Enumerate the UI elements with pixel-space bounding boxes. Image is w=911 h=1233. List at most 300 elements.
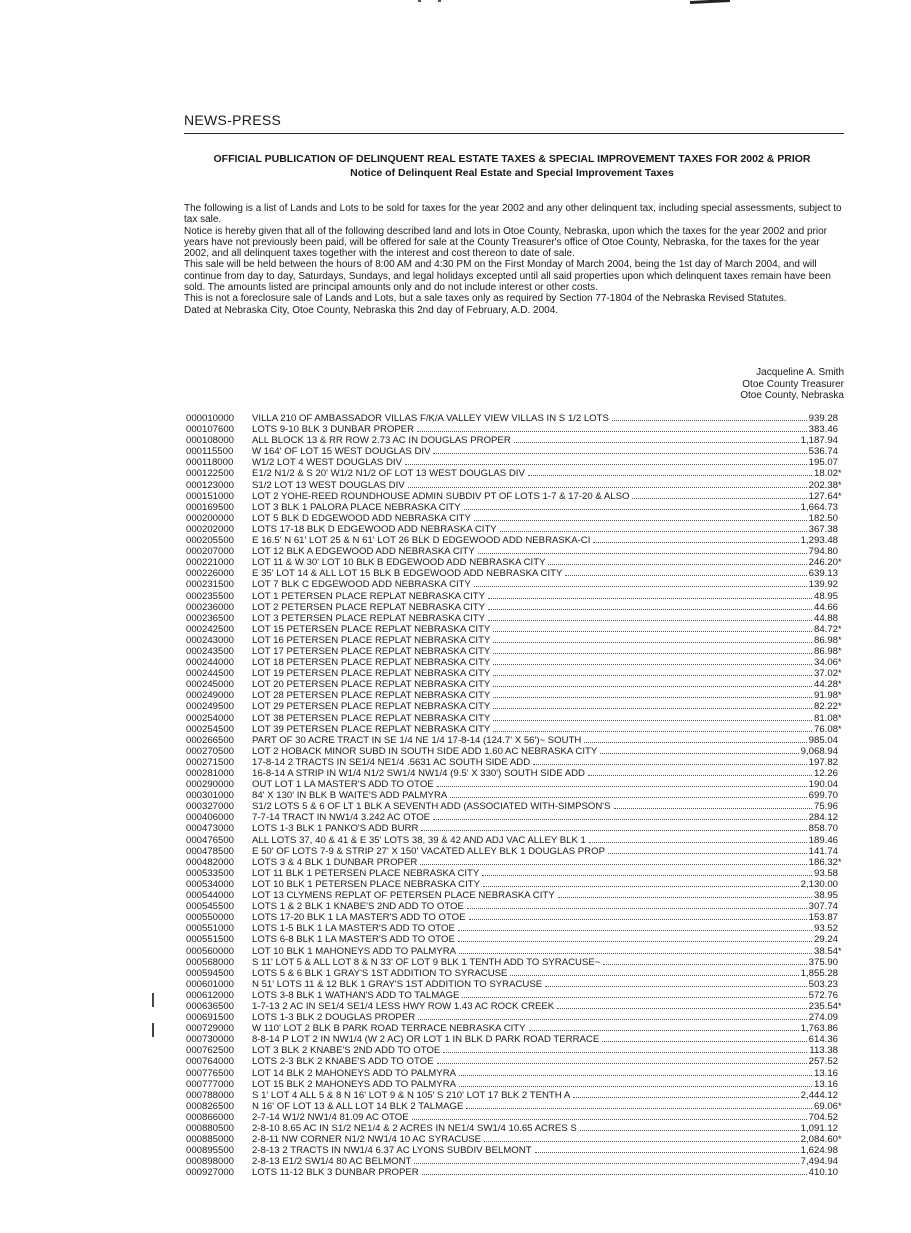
tax-amount: 113.38 xyxy=(809,1045,838,1057)
parcel-number: 000895500 xyxy=(186,1145,235,1157)
dot-leader xyxy=(558,897,812,898)
parcel-description: 84' X 130' IN BLK B WAITE'S ADD PALMYRA xyxy=(252,790,448,802)
signature-county: Otoe County, Nebraska xyxy=(740,390,844,401)
dot-leader xyxy=(459,1086,812,1087)
amount-flag: * xyxy=(838,645,842,656)
list-item xyxy=(186,835,846,846)
amount-flag: * xyxy=(838,701,842,712)
scan-artifact-dot xyxy=(418,0,421,2)
notice-body xyxy=(184,203,844,316)
list-item xyxy=(186,735,846,746)
tax-amount: 1,187.94 xyxy=(800,435,838,447)
dot-leader xyxy=(603,964,806,965)
amount-flag: * xyxy=(838,712,842,723)
amount-flag: * xyxy=(838,1100,842,1111)
parcel-description: LOTS 11-12 BLK 3 DUNBAR PROPER xyxy=(252,1167,419,1179)
parcel-number: 000612000 xyxy=(186,989,235,1001)
notice-paragraph: This sale will be held between the hours of 8:00 AM and 4:30 PM on the First Monday of March 2004, being the 1st day of March 2004, and will continue from day to day, Saturdays, Sundays, and legal holidays excepted until all said properties upon which delinquent taxes remain have been sold. The amounts listed are principal amounts only and do not include interest or other costs. xyxy=(184,259,831,294)
list-item xyxy=(186,757,846,768)
parcel-number: 000788000 xyxy=(186,1089,235,1101)
parcel-description: S 11' LOT 5 & ALL LOT 8 & N 33' OF LOT 9 BLK 1 TENTH ADD TO SYRACUSE~ xyxy=(252,956,601,968)
dot-leader xyxy=(584,742,806,743)
amount-flag: * xyxy=(838,668,842,679)
dot-leader xyxy=(474,586,807,587)
tax-amount: 1,664.73 xyxy=(800,501,838,513)
tax-amount: 246.20 xyxy=(808,557,838,569)
parcel-number: 000115500 xyxy=(186,446,234,458)
tax-amount: 153.87 xyxy=(808,912,838,924)
parcel-description: LOT 1 PETERSEN PLACE REPLAT NEBRASKA CITY xyxy=(252,590,485,602)
parcel-number: 000107600 xyxy=(186,424,235,436)
parcel-description: LOTS 1-3 BLK 2 DOUGLAS PROPER xyxy=(252,1012,416,1024)
tax-amount: 794.80 xyxy=(808,546,838,558)
parcel-description: LOTS 3 & 4 BLK 1 DUNBAR PROPER xyxy=(252,856,418,868)
parcel-number: 000290000 xyxy=(186,779,235,791)
dot-leader xyxy=(565,575,806,576)
parcel-description: E 35' LOT 14 & ALL LOT 15 BLK B EDGEWOOD ADD NEBRASKA CITY xyxy=(252,568,563,580)
parcel-number: 000406000 xyxy=(186,812,235,824)
dot-leader xyxy=(488,609,812,610)
tax-amount: 141.74 xyxy=(808,845,838,857)
dot-leader xyxy=(405,464,807,465)
parcel-number: 000123000 xyxy=(186,479,235,491)
parcel-number: 000550000 xyxy=(186,912,235,924)
tax-amount: 139.92 xyxy=(808,579,838,591)
tax-amount: 38.95 xyxy=(813,890,838,902)
list-item xyxy=(186,912,846,923)
parcel-description: LOTS 9-10 BLK 3 DUNBAR PROPER xyxy=(252,424,415,436)
dot-leader xyxy=(421,830,806,831)
list-item xyxy=(186,568,846,579)
tax-amount: 91.98 xyxy=(813,690,838,702)
dot-leader xyxy=(500,531,807,532)
tax-amount: 307.74 xyxy=(808,901,838,913)
parcel-list xyxy=(186,413,846,1178)
tax-amount: 195.07 xyxy=(808,457,838,469)
tax-amount: 699.70 xyxy=(808,790,838,802)
tax-amount: 2,444.12 xyxy=(800,1089,838,1101)
list-item xyxy=(186,1045,846,1056)
list-item xyxy=(186,1145,846,1156)
list-item xyxy=(186,846,846,857)
parcel-number: 000762500 xyxy=(186,1045,235,1057)
dot-leader xyxy=(600,753,798,754)
tax-amount: 572.76 xyxy=(808,989,838,1001)
list-item xyxy=(186,524,846,535)
amount-flag: * xyxy=(838,657,842,668)
parcel-description: 2-8-11 NW CORNER N1/2 NW1/4 10 AC SYRACUSE xyxy=(252,1134,482,1146)
tax-amount: 274.09 xyxy=(808,1012,838,1024)
parcel-number: 000205500 xyxy=(186,535,235,547)
parcel-number: 000476500 xyxy=(186,834,235,846)
dot-leader xyxy=(474,520,807,521)
parcel-description: LOT 38 PETERSEN PLACE REPLAT NEBRASKA CITY xyxy=(252,712,491,724)
tax-amount: 2,130.00 xyxy=(800,878,838,890)
parcel-description: OUT LOT 1 LA MASTER'S ADD TO OTOE xyxy=(252,779,434,791)
list-item xyxy=(186,946,846,957)
parcel-number: 000826500 xyxy=(186,1100,235,1112)
dot-leader xyxy=(458,941,812,942)
dot-leader xyxy=(412,1119,807,1120)
parcel-number: 000594500 xyxy=(186,967,235,979)
parcel-number: 000242500 xyxy=(186,623,235,635)
dot-leader xyxy=(433,819,807,820)
list-item xyxy=(186,746,846,757)
tax-amount: 81.08 xyxy=(813,712,838,724)
list-item xyxy=(186,579,846,590)
parcel-description: LOT 3 BLK 1 PALORA PLACE NEBRASKA CITY xyxy=(252,501,461,513)
amount-flag: * xyxy=(838,679,842,690)
list-item xyxy=(186,768,846,779)
parcel-number: 000221000 xyxy=(186,557,235,569)
parcel-number: 000236500 xyxy=(186,612,235,624)
tax-amount: 410.10 xyxy=(808,1167,838,1179)
list-item xyxy=(186,857,846,868)
parcel-description: LOT 18 PETERSEN PLACE REPLAT NEBRASKA CITY xyxy=(252,657,491,669)
list-item xyxy=(186,446,846,457)
list-item xyxy=(186,823,846,834)
parcel-description: ALL BLOCK 13 & RR ROW 2.73 AC IN DOUGLAS PROPER xyxy=(252,435,511,447)
list-item xyxy=(186,668,846,679)
parcel-description: LOTS 1-5 BLK 1 LA MASTER'S ADD TO OTOE xyxy=(252,923,455,935)
list-item xyxy=(186,690,846,701)
tax-amount: 202.38 xyxy=(808,479,838,491)
tax-amount: 2,084.60 xyxy=(800,1134,838,1146)
parcel-description: E 50' OF LOTS 7-9 & STRIP 27' X 150' VACATED ALLEY BLK 1 DOUGLAS PROP xyxy=(252,845,605,857)
dot-leader xyxy=(545,986,806,987)
dot-leader xyxy=(493,697,812,698)
dot-leader xyxy=(464,509,799,510)
tax-amount: 13.16 xyxy=(813,1078,838,1090)
tax-amount: 44.66 xyxy=(813,601,838,613)
parcel-description: LOTS 2-3 BLK 2 KNABE'S ADD TO OTOE xyxy=(252,1056,434,1068)
treasurer-signature xyxy=(600,367,844,402)
parcel-number: 000473000 xyxy=(186,823,235,835)
dot-leader xyxy=(514,442,799,443)
dot-leader xyxy=(467,908,807,909)
tax-amount: 536.74 xyxy=(808,446,838,458)
parcel-description: W1/2 LOT 4 WEST DOUGLAS DIV xyxy=(252,457,402,469)
tax-amount: 13.16 xyxy=(813,1067,838,1079)
tax-amount: 9,068.94 xyxy=(800,745,838,757)
list-item xyxy=(186,1079,846,1090)
tax-amount: 383.46 xyxy=(808,424,838,436)
dot-leader xyxy=(588,775,812,776)
amount-flag: * xyxy=(838,690,842,701)
list-item xyxy=(186,779,846,790)
list-item xyxy=(186,713,846,724)
list-item xyxy=(186,968,846,979)
parcel-description: LOT 14 BLK 2 MAHONEYS ADD TO PALMYRA xyxy=(252,1067,457,1079)
parcel-description: LOT 17 PETERSEN PLACE REPLAT NEBRASKA CITY xyxy=(252,645,491,657)
list-item xyxy=(186,602,846,613)
dot-leader xyxy=(493,720,812,721)
parcel-number: 000482000 xyxy=(186,856,235,868)
margin-mark xyxy=(152,1023,154,1037)
parcel-description: 2-8-13 2 TRACTS IN NW1/4 6.37 AC LYONS SUBDIV BELMONT xyxy=(252,1145,532,1157)
parcel-number: 000729000 xyxy=(186,1023,235,1035)
parcel-number: 000691500 xyxy=(186,1012,235,1024)
parcel-description: LOTS 17-20 BLK 1 LA MASTER'S ADD TO OTOE xyxy=(252,912,466,924)
parcel-number: 000169500 xyxy=(186,501,235,513)
list-item xyxy=(186,502,846,513)
parcel-description: E1/2 N1/2 & S 20' W1/2 N1/2 OF LOT 13 WEST DOUGLAS DIV xyxy=(252,468,525,480)
parcel-description: W 110' LOT 2 BLK B PARK ROAD TERRACE NEBRASKA CITY xyxy=(252,1023,526,1035)
list-item xyxy=(186,934,846,945)
parcel-number: 000245000 xyxy=(186,679,235,691)
list-item xyxy=(186,1001,846,1012)
list-item xyxy=(186,679,846,690)
list-item xyxy=(186,1156,846,1167)
list-item xyxy=(186,990,846,1001)
list-item xyxy=(186,468,846,479)
list-item xyxy=(186,901,846,912)
parcel-description: PART OF 30 ACRE TRACT IN SE 1/4 NE 1/4 17-8-14 (124.7' X 56')~ SOUTH xyxy=(252,734,582,746)
list-item xyxy=(186,624,846,635)
newspaper-name: NEWS-PRESS xyxy=(184,112,282,128)
parcel-number: 000118000 xyxy=(186,457,234,469)
parcel-number: 000010000 xyxy=(186,413,235,424)
parcel-description: LOT 11 BLK 1 PETERSEN PLACE NEBRASKA CITY xyxy=(252,867,480,879)
parcel-description: 16-8-14 A STRIP IN W1/4 N1/2 SW1/4 NW1/4 (9.5' X 330') SOUTH SIDE ADD xyxy=(252,768,585,779)
list-item xyxy=(186,1167,846,1178)
tax-amount: 614.36 xyxy=(808,1034,838,1046)
dot-leader xyxy=(459,1075,812,1076)
tax-amount: 704.52 xyxy=(808,1111,838,1123)
notice-paragraph: Dated at Nebraska City, Otoe County, Nebraska this 2nd day of February, A.D. 2004. xyxy=(184,304,559,316)
tax-amount: 858.70 xyxy=(808,823,838,835)
tax-amount: 1,763.86 xyxy=(800,1023,838,1035)
parcel-description: LOT 16 PETERSEN PLACE REPLAT NEBRASKA CITY xyxy=(252,634,491,646)
parcel-number: 000866000 xyxy=(186,1111,235,1123)
signature-name: Jacqueline A. Smith xyxy=(756,367,844,378)
dot-leader xyxy=(488,620,812,621)
parcel-number: 000568000 xyxy=(186,956,235,968)
parcel-number: 000560000 xyxy=(186,945,235,957)
dot-leader xyxy=(417,431,807,432)
dot-leader xyxy=(437,786,807,787)
tax-amount: 82.22 xyxy=(813,701,838,713)
dot-leader xyxy=(533,764,807,765)
tax-amount: 503.23 xyxy=(808,978,838,990)
parcel-number: 000271500 xyxy=(186,756,235,768)
parcel-description: LOT 15 PETERSEN PLACE REPLAT NEBRASKA CITY xyxy=(252,623,491,635)
tax-amount: 1,624.98 xyxy=(800,1145,838,1157)
parcel-number: 000236000 xyxy=(186,601,235,613)
dot-leader xyxy=(469,919,807,920)
dot-leader xyxy=(466,1108,812,1109)
parcel-number: 000270500 xyxy=(186,745,235,757)
amount-flag: * xyxy=(838,856,842,867)
dot-leader xyxy=(493,653,812,654)
parcel-number: 000533500 xyxy=(186,867,235,879)
amount-flag: * xyxy=(838,623,842,634)
tax-amount: 257.52 xyxy=(808,1056,838,1068)
list-item xyxy=(186,879,846,890)
amount-flag: * xyxy=(838,945,842,956)
dot-leader xyxy=(510,975,798,976)
tax-amount: 86.98 xyxy=(813,645,838,657)
parcel-description: 7-7-14 TRACT IN NW1/4 3.242 AC OTOE xyxy=(252,812,431,824)
list-item xyxy=(186,957,846,968)
tax-amount: 284.12 xyxy=(808,812,838,824)
parcel-description: 2-7-14 W1/2 NW1/4 81.09 AC OTOE xyxy=(252,1111,409,1123)
masthead-rule xyxy=(184,133,844,134)
dot-leader xyxy=(422,1174,807,1175)
parcel-description: LOT 15 BLK 2 MAHONEYS ADD TO PALMYRA xyxy=(252,1078,457,1090)
amount-flag: * xyxy=(838,1000,842,1011)
tax-amount: 985.04 xyxy=(808,734,838,746)
list-item xyxy=(186,1112,846,1123)
list-item xyxy=(186,923,846,934)
list-item xyxy=(186,424,846,435)
parcel-description: LOT 12 BLK A EDGEWOOD ADD NEBRASKA CITY xyxy=(252,546,475,558)
parcel-description: LOT 10 BLK 1 PETERSEN PLACE NEBRASKA CITY xyxy=(252,878,481,890)
tax-amount: 7,494.94 xyxy=(800,1156,838,1168)
parcel-description: 1-7-13 2 AC IN SE1/4 SE1/4 LESS HWY ROW 1.43 AC ROCK CREEK xyxy=(252,1000,555,1012)
tax-amount: 44.88 xyxy=(813,612,838,624)
list-item xyxy=(186,457,846,468)
list-item xyxy=(186,979,846,990)
tax-amount: 93.58 xyxy=(813,867,838,879)
parcel-number: 000281000 xyxy=(186,768,235,779)
parcel-number: 000478500 xyxy=(186,845,235,857)
parcel-description: LOT 5 BLK D EDGEWOOD ADD NEBRASKA CITY xyxy=(252,512,471,524)
list-item xyxy=(186,546,846,557)
parcel-number: 000544000 xyxy=(186,890,235,902)
parcel-description: LOT 20 PETERSEN PLACE REPLAT NEBRASKA CITY xyxy=(252,679,491,691)
parcel-number: 000200000 xyxy=(186,512,235,524)
tax-amount: 197.82 xyxy=(808,756,838,768)
parcel-number: 000243000 xyxy=(186,634,235,646)
parcel-description: LOT 2 HOBACK MINOR SUBD IN SOUTH SIDE ADD 1.60 AC NEBRASKA CITY xyxy=(252,745,598,757)
parcel-number: 000243500 xyxy=(186,645,235,657)
parcel-description: 17-8-14 2 TRACTS IN SE1/4 NE1/4 .5631 AC SOUTH SIDE ADD xyxy=(252,756,531,768)
tax-amount: 1,855.28 xyxy=(800,967,838,979)
tax-amount: 48.95 xyxy=(813,590,838,602)
list-item xyxy=(186,591,846,602)
dot-leader xyxy=(593,542,798,543)
parcel-description: W 164' OF LOT 15 WEST DOUGLAS DIV xyxy=(252,446,431,458)
list-item xyxy=(186,557,846,568)
list-item xyxy=(186,801,846,812)
dot-leader xyxy=(462,997,806,998)
dot-leader xyxy=(420,864,806,865)
dot-leader xyxy=(483,886,799,887)
parcel-number: 000777000 xyxy=(186,1078,235,1090)
list-item xyxy=(186,435,846,446)
parcel-number: 000898000 xyxy=(186,1156,235,1168)
parcel-description: LOT 19 PETERSEN PLACE REPLAT NEBRASKA CITY xyxy=(252,668,491,680)
parcel-number: 000235500 xyxy=(186,590,235,602)
parcel-number: 000776500 xyxy=(186,1067,235,1079)
parcel-description: E 16.5' N 61' LOT 25 & N 61' LOT 26 BLK D EDGEWOOD ADD NEBRASKA-CI xyxy=(252,535,591,547)
parcel-description: S1/2 LOT 13 WEST DOUGLAS DIV xyxy=(252,479,405,491)
tax-amount: 12.26 xyxy=(813,768,838,779)
masthead-block xyxy=(184,112,844,134)
parcel-number: 000551000 xyxy=(186,923,235,935)
notice-paragraph: Notice is hereby given that all of the following described land and lots in Otoe County, Nebraska, upon which the taxes for the year 2002 and prior years have not previously been paid, will be offered for sale at the County Treasurer's office of Otoe County, Nebraska, for the taxes for the year 2002, and all delinquent taxes together with the interest and cost thereon to date of sale. xyxy=(184,225,827,260)
list-item xyxy=(186,1123,846,1134)
scan-artifact-mark xyxy=(690,0,730,4)
dot-leader xyxy=(528,475,812,476)
parcel-description: VILLA 210 OF AMBASSADOR VILLAS F/K/A VALLEY VIEW VILLAS IN S 1/2 LOTS xyxy=(252,413,609,424)
dot-leader xyxy=(493,708,812,709)
dot-leader xyxy=(614,808,812,809)
list-item xyxy=(186,1068,846,1079)
parcel-number: 000551500 xyxy=(186,934,235,946)
parcel-description: LOT 2 YOHE-REED ROUNDHOUSE ADMIN SUBDIV PT OF LOTS 1-7 & 17-20 & ALSO xyxy=(252,490,630,502)
parcel-number: 000327000 xyxy=(186,801,235,813)
parcel-description: N 51' LOTS 11 & 12 BLK 1 GRAY'S 1ST ADDITION TO SYRACUSE xyxy=(252,978,543,990)
parcel-description: S1/2 LOTS 5 & 6 OF LT 1 BLK A SEVENTH ADD (ASSOCIATED WITH-SIMPSON'S xyxy=(252,801,611,813)
notice-subtitle: Notice of Delinquent Real Estate and Special Improvement Taxes xyxy=(350,167,674,179)
publication-title-block xyxy=(188,153,836,179)
list-item xyxy=(186,513,846,524)
list-item xyxy=(186,812,846,823)
list-item xyxy=(186,701,846,712)
dot-leader xyxy=(529,1030,799,1031)
dot-leader xyxy=(488,598,812,599)
amount-flag: * xyxy=(838,723,842,734)
publication-title: OFFICIAL PUBLICATION OF DELINQUENT REAL ESTATE TAXES & SPECIAL IMPROVEMENT TAXES FOR 2002 & PRIOR xyxy=(213,153,811,165)
parcel-description: LOT 10 BLK 1 MAHONEYS ADD TO PALMYRA xyxy=(252,945,457,957)
parcel-description: LOT 7 BLK C EDGEWOOD ADD NEBRASKA CITY xyxy=(252,579,471,591)
dot-leader xyxy=(493,631,812,632)
dot-leader xyxy=(535,1152,799,1153)
dot-leader xyxy=(443,1052,807,1053)
parcel-number: 000764000 xyxy=(186,1056,235,1068)
tax-amount: 38.54 xyxy=(813,945,838,957)
parcel-number: 000636500 xyxy=(186,1000,235,1012)
notice-paragraph: The following is a list of Lands and Lots to be sold for taxes for the year 2002 and any other delinquent tax, including special assessments, subject to tax sale. xyxy=(184,203,842,226)
dot-leader xyxy=(612,420,807,421)
dot-leader xyxy=(459,953,812,954)
amount-flag: * xyxy=(838,557,842,568)
parcel-description: LOTS 6-8 BLK 1 LA MASTER'S ADD TO OTOE xyxy=(252,934,455,946)
list-item xyxy=(186,480,846,491)
amount-flag: * xyxy=(838,490,842,501)
tax-amount: 189.46 xyxy=(808,834,838,846)
list-item xyxy=(186,1056,846,1067)
amount-flag: * xyxy=(838,468,842,479)
dot-leader xyxy=(493,731,812,732)
tax-amount: 69.06 xyxy=(813,1100,838,1112)
parcel-description: LOT 2 PETERSEN PLACE REPLAT NEBRASKA CITY xyxy=(252,601,485,613)
dot-leader xyxy=(408,487,807,488)
tax-amount: 76.08 xyxy=(813,723,838,735)
list-item xyxy=(186,890,846,901)
list-item xyxy=(186,635,846,646)
dot-leader xyxy=(602,1041,806,1042)
tax-amount: 190.04 xyxy=(808,779,838,791)
tax-amount: 375.90 xyxy=(808,956,838,968)
tax-amount: 29.24 xyxy=(813,934,838,946)
tax-amount: 182.50 xyxy=(808,512,838,524)
tax-amount: 127.64 xyxy=(808,490,838,502)
parcel-number: 000534000 xyxy=(186,878,235,890)
parcel-description: LOT 28 PETERSEN PLACE REPLAT NEBRASKA CITY xyxy=(252,690,491,702)
amount-flag: * xyxy=(838,1134,842,1145)
parcel-number: 000244000 xyxy=(186,657,235,669)
list-item xyxy=(186,1090,846,1101)
list-item xyxy=(186,1034,846,1045)
dot-leader xyxy=(478,553,807,554)
dot-leader xyxy=(548,564,806,565)
parcel-number: 000545500 xyxy=(186,901,235,913)
list-item xyxy=(186,868,846,879)
signature-office: Otoe County Treasurer xyxy=(742,378,844,390)
